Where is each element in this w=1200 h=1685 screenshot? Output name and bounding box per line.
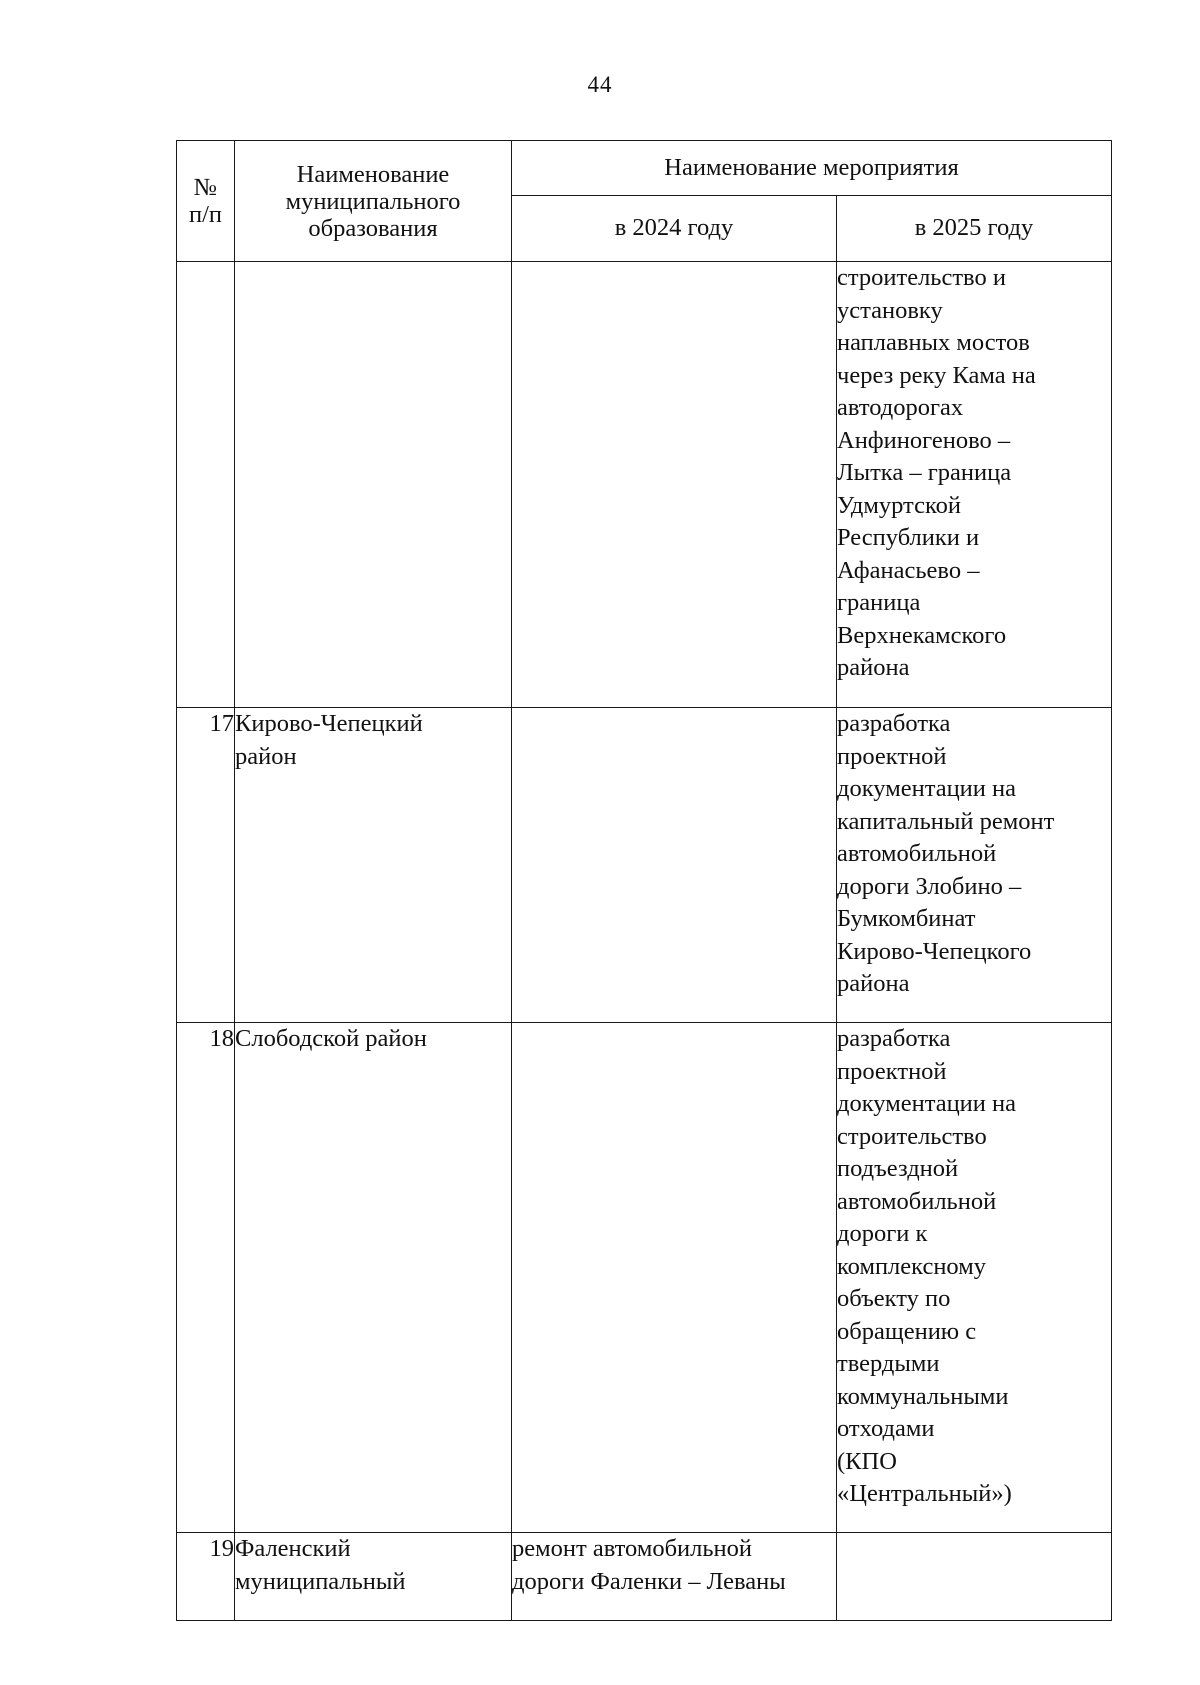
table-row bbox=[177, 1533, 1112, 1621]
table-row bbox=[177, 1023, 1112, 1533]
table-body bbox=[177, 262, 1112, 1621]
measures-table bbox=[176, 140, 1112, 1621]
header-year-2025: в 2025 году bbox=[837, 196, 1112, 262]
row-num: 18 bbox=[177, 1023, 235, 1533]
header-num bbox=[177, 141, 235, 262]
row-event-2025: разработка проектной документации на капитальный ремонт автомобильной дороги Злобино – Бумкомбинат Кирово-Чепецкого района bbox=[837, 708, 1112, 1023]
row-event-2025: разработка проектной документации на строительство подъездной автомобильной дороги к комплексному объекту по обращению с твердыми коммунальными отходами (КПО «Центральный») bbox=[837, 1023, 1112, 1533]
row-event-2025: строительство и установку наплавных мостов через реку Кама на автодорогах Анфиногеново – Лытка – граница Удмуртской Республики и Афанасьево – граница Верхнекамского района bbox=[837, 262, 1112, 708]
row-event-2024 bbox=[512, 1023, 837, 1533]
table-row bbox=[177, 262, 1112, 708]
row-num: 19 bbox=[177, 1533, 235, 1621]
header-municipality bbox=[235, 141, 512, 262]
row-num bbox=[177, 262, 235, 708]
table-header bbox=[177, 141, 1112, 262]
row-event-2024 bbox=[512, 708, 837, 1023]
row-event-2024: ремонт автомобильной дороги Фаленки – Леваны bbox=[512, 1533, 837, 1621]
page-number: 44 bbox=[587, 72, 613, 97]
row-num: 17 bbox=[177, 708, 235, 1023]
row-event-2025 bbox=[837, 1533, 1112, 1621]
row-municipality: Слободской район bbox=[235, 1023, 512, 1533]
header-num-label: № п/п bbox=[188, 174, 223, 228]
header-event-group: Наименование мероприятия bbox=[512, 141, 1112, 196]
header-municipality-label: Наименование муниципального образования bbox=[285, 160, 461, 242]
row-municipality bbox=[235, 262, 512, 708]
row-event-2024 bbox=[512, 262, 837, 708]
header-year-2024: в 2024 году bbox=[512, 196, 837, 262]
table-row bbox=[177, 708, 1112, 1023]
row-municipality: Фаленский муниципальный bbox=[235, 1533, 512, 1621]
row-municipality: Кирово-Чепецкий район bbox=[235, 708, 512, 1023]
